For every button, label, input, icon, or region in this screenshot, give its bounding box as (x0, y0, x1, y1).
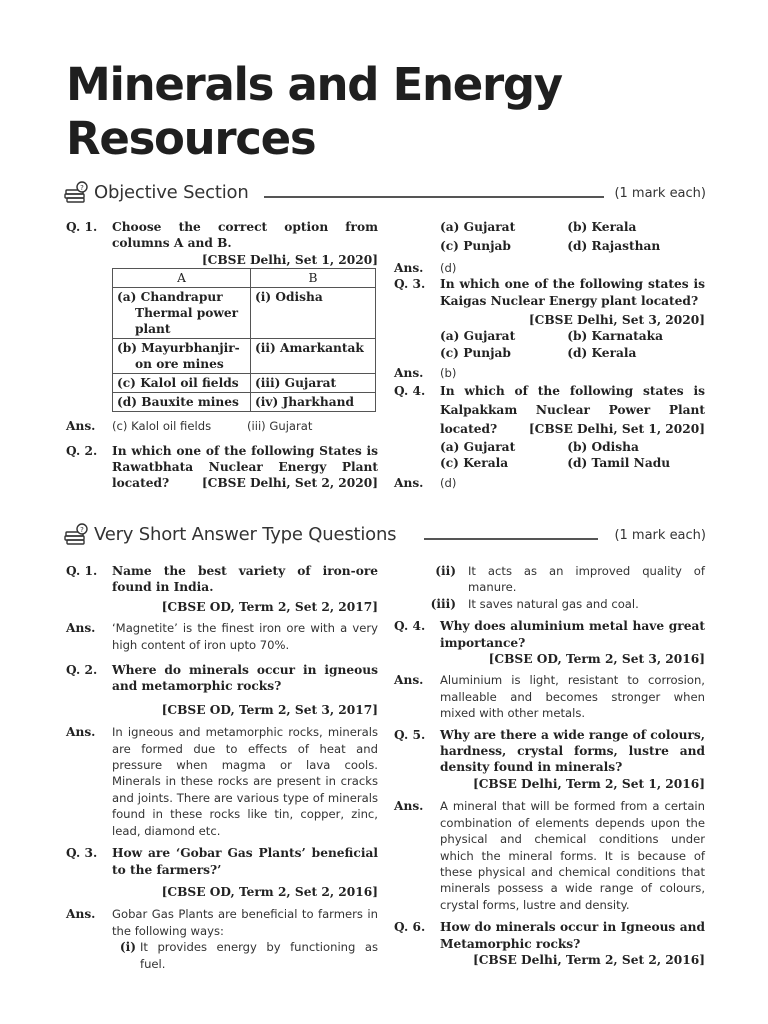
vsa-right-column (394, 563, 705, 968)
section-header-vsa (64, 523, 706, 547)
question: Q. 5. Why are there a wide range of colours, hardness, crystal forms, lustre and density found in minerals? [CBSE Delhi, Term 2, Set 1, 2016] (394, 727, 705, 791)
answer: Ans. Gobar Gas Plants are beneficial to farmers in the following ways: (66, 907, 378, 938)
answer: Ans. A mineral that will be formed from a certain combination of elements depends upon the physical and chemical conditions under which the mineral forms. It is because of these physical and chemical conditions that minerals possess a wide range of colours, crystal forms, lustre and density. (394, 799, 705, 912)
question: Q. 3. In which one of the following states is Kaigas Nuclear Energy plant located? [CBSE Delhi, Set 3, 2020] (394, 277, 705, 328)
section-header-objective (64, 181, 706, 205)
section-title: Objective Section (94, 182, 249, 203)
objective-left-column (66, 219, 378, 492)
book-icon (64, 523, 90, 547)
options: (a) Gujarat (b) Karnataka (c) Punjab (d) Kerala (440, 329, 664, 360)
vsa-left-column (66, 563, 378, 972)
section-marks: (1 mark each) (614, 186, 706, 201)
page-title: Minerals and Energy Resources (66, 58, 562, 165)
answer: Ans. In igneous and metamorphic rocks, minerals are formed due to effects of heat and pressure when magma or lava cools. Minerals in these rocks are present in cracks and joints. There are various type of minerals found in these rocks like tin, copper, zinc, lead, diamond etc. (66, 725, 378, 838)
question: Q. 1. Name the best variety of iron-ore found in India. [CBSE OD, Term 2, Set 2, 2017] (66, 564, 378, 614)
answer: Ans. Aluminium is light, resistant to corrosion, malleable and becomes stronger when mixed with other metals. (394, 673, 705, 721)
section-title: Very Short Answer Type Questions (94, 524, 397, 545)
question: Q. 3. How are ‘Gobar Gas Plants’ beneficial to the farmers?’ [CBSE OD, Term 2, Set 2, 2016] (66, 846, 378, 899)
match-table (112, 268, 376, 412)
list-item: (i) It provides energy by functioning as fuel. (119, 940, 378, 971)
list-item: (ii) It acts as an improved quality of manure. (435, 564, 705, 595)
question: Q. 6. How do minerals occur in Igneous and Metamorphic rocks? [CBSE Delhi, Term 2, Set 2, 2016] (394, 920, 705, 967)
table-header-row: A B (113, 269, 376, 288)
question: Q. 4. Why does aluminium metal have great importance? [CBSE OD, Term 2, Set 3, 2016] (394, 619, 705, 667)
section-rule (264, 196, 604, 198)
options: (a) Gujarat (b) Odisha (c) Kerala (d) Tamil Nadu (440, 439, 671, 471)
answer: Ans. (c) Kalol oil fields (iii) Gujarat (66, 419, 313, 434)
question: Q. 4. In which of the following states is Kalpakkam Nuclear Power Plant located? [CBSE Delhi, Set 1, 2020] (394, 383, 705, 436)
section-rule (424, 538, 598, 540)
table-row: (b) Mayurbhanjir-on ore mines (ii) Amarkantak (113, 339, 376, 374)
svg-text:?: ? (80, 184, 84, 192)
options: (a) Gujarat (b) Kerala (c) Punjab (d) Rajasthan (440, 220, 661, 254)
answer: Ans. (b) (394, 366, 457, 381)
question: Q. 1. Choose the correct option from columns A and B. [CBSE Delhi, Set 1, 2020] (66, 220, 378, 267)
answer: Ans. (d) (394, 260, 457, 275)
book-icon (64, 181, 90, 205)
question: Q. 2. In which one of the following States is Rawatbhata Nuclear Energy Plant located? [CBSE Delhi, Set 2, 2020] (66, 443, 378, 491)
svg-text:?: ? (80, 526, 84, 534)
list-item: (iii) It saves natural gas and coal. (430, 596, 639, 611)
table-row: (d) Bauxite mines (iv) Jharkhand (113, 393, 376, 412)
table-row: (c) Kalol oil fields (iii) Gujarat (113, 374, 376, 393)
objective-right-column (394, 219, 705, 492)
table-row: (a) Chandrapur Thermal power plant (i) Odisha (113, 288, 376, 339)
question: Q. 2. Where do minerals occur in igneous and metamorphic rocks? [CBSE OD, Term 2, Set 3, 2017] (66, 663, 378, 717)
section-marks: (1 mark each) (614, 528, 706, 543)
answer: Ans. ‘Magnetite’ is the finest iron ore with a very high content of iron upto 70%. (66, 621, 378, 652)
answer: Ans. (d) (394, 476, 457, 491)
